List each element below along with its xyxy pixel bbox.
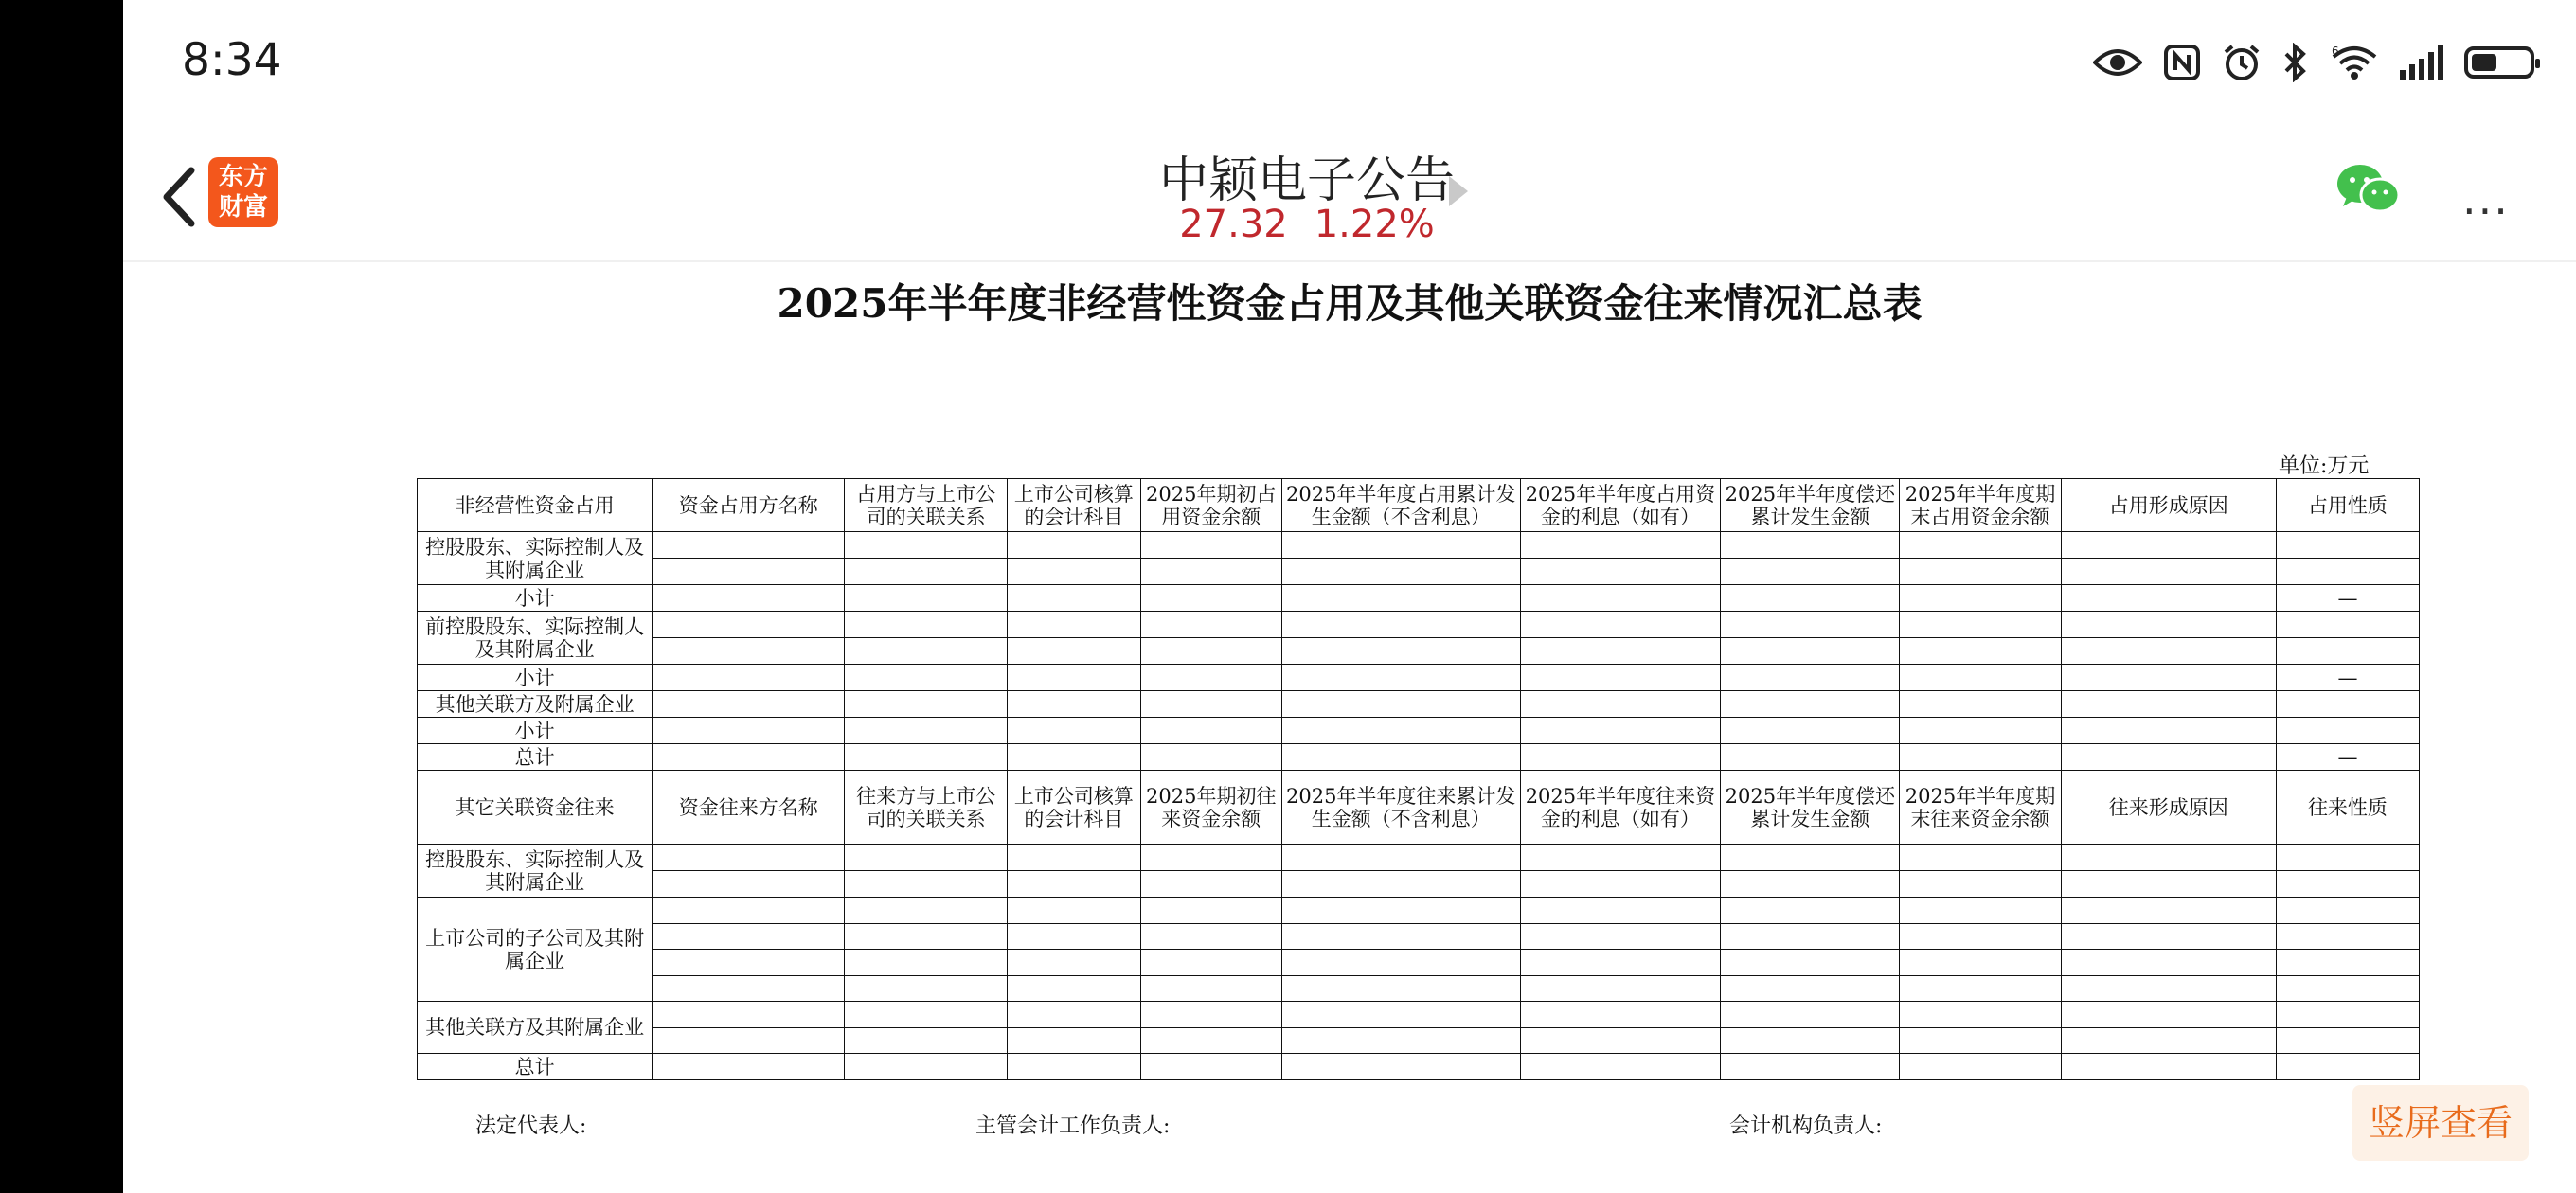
header-cell: 2025年期初往来资金余额 <box>1140 771 1281 845</box>
empty-cell <box>1900 532 2061 559</box>
header-cell: 占用方与上市公司的关联关系 <box>845 479 1008 532</box>
empty-cell <box>1721 691 1900 718</box>
empty-cell <box>2061 845 2276 871</box>
empty-cell <box>2276 898 2419 924</box>
empty-cell <box>1520 691 1721 718</box>
empty-cell <box>1008 718 1141 744</box>
table-row <box>418 950 2420 976</box>
empty-cell <box>1140 1002 1281 1028</box>
empty-cell <box>1520 1054 1721 1080</box>
empty-cell <box>1721 923 1900 950</box>
empty-cell <box>2276 718 2419 744</box>
empty-cell <box>653 950 845 976</box>
header-cell: 上市公司核算的会计科目 <box>1008 771 1141 845</box>
table-row <box>418 1002 2420 1028</box>
back-icon[interactable] <box>150 159 206 235</box>
empty-cell <box>1140 898 1281 924</box>
header-cell: 往来方与上市公司的关联关系 <box>845 771 1008 845</box>
empty-cell <box>653 923 845 950</box>
empty-cell <box>2276 1002 2419 1028</box>
empty-cell <box>2276 845 2419 871</box>
empty-cell <box>1140 559 1281 585</box>
empty-cell <box>1008 923 1141 950</box>
empty-cell <box>845 1054 1008 1080</box>
table-row <box>418 923 2420 950</box>
empty-cell <box>2061 691 2276 718</box>
header-cell: 2025年期初占用资金余额 <box>1140 479 1281 532</box>
empty-cell <box>2061 532 2276 559</box>
document-title: 2025年半年度非经营性资金占用及其他关联资金往来情况汇总表 <box>777 280 1923 327</box>
empty-cell <box>1281 585 1520 612</box>
row-label: 控股股东、实际控制人及其附属企业 <box>418 532 653 585</box>
empty-cell <box>1140 532 1281 559</box>
empty-cell <box>2061 559 2276 585</box>
header-cell: 占用形成原因 <box>2061 479 2276 532</box>
header-cell: 占用性质 <box>2276 479 2419 532</box>
table-row <box>418 871 2420 898</box>
empty-cell <box>2276 1054 2419 1080</box>
bluetooth-icon <box>2282 43 2309 82</box>
empty-cell <box>1008 1027 1141 1054</box>
table-row <box>418 665 2420 691</box>
empty-cell <box>2061 923 2276 950</box>
empty-cell <box>1281 532 1520 559</box>
empty-cell <box>1008 665 1141 691</box>
empty-cell <box>1281 975 1520 1002</box>
empty-cell <box>1008 612 1141 638</box>
empty-cell <box>1281 691 1520 718</box>
empty-cell <box>1008 691 1141 718</box>
table-row <box>418 744 2420 771</box>
empty-cell <box>1008 845 1141 871</box>
empty-cell <box>1520 665 1721 691</box>
dash-cell: — <box>2276 665 2419 691</box>
row-label: 小计 <box>418 665 653 691</box>
empty-cell <box>1281 923 1520 950</box>
empty-cell <box>1900 665 2061 691</box>
stock-price: 27.32 <box>1179 203 1288 246</box>
empty-cell <box>2276 532 2419 559</box>
empty-cell <box>1140 845 1281 871</box>
empty-cell <box>1008 744 1141 771</box>
empty-cell <box>1140 923 1281 950</box>
alarm-icon <box>2222 43 2262 82</box>
table-row <box>418 975 2420 1002</box>
header-cell: 非经营性资金占用 <box>418 479 653 532</box>
unit-label: 单位:万元 <box>2279 454 2370 478</box>
wifi-icon <box>2330 44 2379 81</box>
portrait-view-button[interactable]: 竖屏查看 <box>2352 1085 2529 1161</box>
empty-cell <box>1008 950 1141 976</box>
row-label: 其他关联方及附属企业 <box>418 691 653 718</box>
empty-cell <box>1281 1002 1520 1028</box>
empty-cell <box>2061 1027 2276 1054</box>
empty-cell <box>1281 744 1520 771</box>
empty-cell <box>1721 638 1900 665</box>
empty-cell <box>1721 975 1900 1002</box>
table-row <box>418 718 2420 744</box>
empty-cell <box>1140 665 1281 691</box>
empty-cell <box>2276 1027 2419 1054</box>
empty-cell <box>1520 845 1721 871</box>
empty-cell <box>1900 638 2061 665</box>
table-row <box>418 585 2420 612</box>
empty-cell <box>2276 691 2419 718</box>
app-header <box>123 133 2576 262</box>
table-row <box>418 532 2420 559</box>
logo-line1: 东方 <box>218 163 268 191</box>
empty-cell <box>1140 612 1281 638</box>
empty-cell <box>1900 1054 2061 1080</box>
empty-cell <box>1721 1027 1900 1054</box>
empty-cell <box>2061 612 2276 638</box>
empty-cell <box>1721 950 1900 976</box>
empty-cell <box>845 718 1008 744</box>
empty-cell <box>1008 975 1141 1002</box>
table-row <box>418 612 2420 638</box>
status-icons <box>2093 34 2576 91</box>
empty-cell <box>845 691 1008 718</box>
empty-cell <box>653 691 845 718</box>
empty-cell <box>845 585 1008 612</box>
empty-cell <box>1520 923 1721 950</box>
empty-cell <box>1008 1054 1141 1080</box>
empty-cell <box>1520 532 1721 559</box>
empty-cell <box>1281 950 1520 976</box>
empty-cell <box>1721 559 1900 585</box>
empty-cell <box>2061 744 2276 771</box>
empty-cell <box>2061 950 2276 976</box>
empty-cell <box>2061 1002 2276 1028</box>
empty-cell <box>653 845 845 871</box>
empty-cell <box>1520 871 1721 898</box>
empty-cell <box>1281 638 1520 665</box>
empty-cell <box>845 1002 1008 1028</box>
empty-cell <box>1900 585 2061 612</box>
empty-cell <box>2061 898 2276 924</box>
empty-cell <box>1900 1027 2061 1054</box>
empty-cell <box>1008 1002 1141 1028</box>
empty-cell <box>1520 718 1721 744</box>
empty-cell <box>2061 1054 2276 1080</box>
table-row <box>418 1054 2420 1080</box>
empty-cell <box>1140 691 1281 718</box>
empty-cell <box>1721 718 1900 744</box>
empty-cell <box>653 665 845 691</box>
empty-cell <box>1520 1002 1721 1028</box>
empty-cell <box>1520 898 1721 924</box>
header-cell: 往来性质 <box>2276 771 2419 845</box>
empty-cell <box>1900 950 2061 976</box>
empty-cell <box>653 612 845 638</box>
header-cell: 2025年半年度占用累计发生金额（不含利息） <box>1281 479 1520 532</box>
empty-cell <box>1721 871 1900 898</box>
empty-cell <box>845 923 1008 950</box>
header-cell: 2025年半年度期末占用资金余额 <box>1900 479 2061 532</box>
empty-cell <box>1721 585 1900 612</box>
empty-cell <box>1900 691 2061 718</box>
caret-right-icon[interactable] <box>1449 176 1468 206</box>
header-cell: 上市公司核算的会计科目 <box>1008 479 1141 532</box>
empty-cell <box>1900 1002 2061 1028</box>
empty-cell <box>1721 532 1900 559</box>
empty-cell <box>1281 898 1520 924</box>
empty-cell <box>653 975 845 1002</box>
empty-cell <box>1281 718 1520 744</box>
empty-cell <box>2061 718 2276 744</box>
row-label: 小计 <box>418 585 653 612</box>
table-row <box>418 898 2420 924</box>
report-table <box>417 478 2420 1080</box>
empty-cell <box>2276 559 2419 585</box>
empty-cell <box>1008 532 1141 559</box>
empty-cell <box>1900 718 2061 744</box>
empty-cell <box>1140 744 1281 771</box>
empty-cell <box>1520 585 1721 612</box>
empty-cell <box>1140 638 1281 665</box>
header-cell: 2025年半年度偿还累计发生金额 <box>1721 771 1900 845</box>
empty-cell <box>1520 559 1721 585</box>
row-label: 上市公司的子公司及其附属企业 <box>418 898 653 1002</box>
empty-cell <box>653 559 845 585</box>
empty-cell <box>2276 638 2419 665</box>
empty-cell <box>1721 612 1900 638</box>
header-cell: 其它关联资金往来 <box>418 771 653 845</box>
empty-cell <box>2061 975 2276 1002</box>
empty-cell <box>653 898 845 924</box>
row-label: 总计 <box>418 744 653 771</box>
row-label: 前控股股东、实际控制人及其附属企业 <box>418 612 653 665</box>
stock-quote <box>1070 203 1544 246</box>
empty-cell <box>845 612 1008 638</box>
empty-cell <box>1281 1054 1520 1080</box>
empty-cell <box>1900 559 2061 585</box>
empty-cell <box>2276 923 2419 950</box>
accounting-org-head-label: 会计机构负责人: <box>1729 1114 1883 1138</box>
table-row <box>418 559 2420 585</box>
empty-cell <box>1520 975 1721 1002</box>
signal-icon <box>2400 45 2443 80</box>
empty-cell <box>1721 845 1900 871</box>
empty-cell <box>2061 871 2276 898</box>
status-time: 8:34 <box>182 34 282 86</box>
empty-cell <box>1008 585 1141 612</box>
empty-cell <box>845 559 1008 585</box>
empty-cell <box>1721 665 1900 691</box>
empty-cell <box>1520 1027 1721 1054</box>
empty-cell <box>2061 585 2276 612</box>
empty-cell <box>1281 612 1520 638</box>
empty-cell <box>1140 950 1281 976</box>
empty-cell <box>1140 975 1281 1002</box>
empty-cell <box>845 1027 1008 1054</box>
empty-cell <box>845 898 1008 924</box>
app-logo[interactable] <box>208 157 278 227</box>
empty-cell <box>845 638 1008 665</box>
empty-cell <box>1008 638 1141 665</box>
empty-cell <box>1140 1054 1281 1080</box>
empty-cell <box>845 845 1008 871</box>
empty-cell <box>1520 638 1721 665</box>
table-body <box>418 479 2420 1080</box>
empty-cell <box>1140 1027 1281 1054</box>
empty-cell <box>1281 665 1520 691</box>
row-label: 控股股东、实际控制人及其附属企业 <box>418 845 653 898</box>
empty-cell <box>1520 950 1721 976</box>
battery-icon <box>2464 46 2534 79</box>
empty-cell <box>845 950 1008 976</box>
screen <box>123 0 2576 1193</box>
header-cell: 资金往来方名称 <box>653 771 845 845</box>
empty-cell <box>2061 638 2276 665</box>
empty-cell <box>1008 871 1141 898</box>
wechat-share-icon[interactable] <box>2335 161 2402 218</box>
empty-cell <box>1900 923 2061 950</box>
table-row <box>418 845 2420 871</box>
empty-cell <box>2061 665 2276 691</box>
table-row <box>418 1027 2420 1054</box>
empty-cell <box>1281 1027 1520 1054</box>
empty-cell <box>845 665 1008 691</box>
header-cell: 2025年半年度占用资金的利息（如有） <box>1520 479 1721 532</box>
dash-cell: — <box>2276 744 2419 771</box>
empty-cell <box>2276 612 2419 638</box>
header-cell: 2025年半年度偿还累计发生金额 <box>1721 479 1900 532</box>
empty-cell <box>1140 585 1281 612</box>
table-row <box>418 771 2420 845</box>
empty-cell <box>1721 1002 1900 1028</box>
row-label: 小计 <box>418 718 653 744</box>
empty-cell <box>653 585 845 612</box>
empty-cell <box>653 744 845 771</box>
empty-cell <box>653 1002 845 1028</box>
eye-icon <box>2093 44 2142 81</box>
legal-rep-label: 法定代表人: <box>475 1114 587 1138</box>
header-cell: 2025年半年度往来资金的利息（如有） <box>1520 771 1721 845</box>
empty-cell <box>1900 612 2061 638</box>
empty-cell <box>1008 898 1141 924</box>
empty-cell <box>1900 898 2061 924</box>
empty-cell <box>845 532 1008 559</box>
empty-cell <box>1140 871 1281 898</box>
empty-cell <box>1520 744 1721 771</box>
table-row <box>418 638 2420 665</box>
stock-change: 1.22% <box>1314 203 1435 246</box>
header-cell: 2025年半年度期末往来资金余额 <box>1900 771 2061 845</box>
empty-cell <box>845 871 1008 898</box>
empty-cell <box>1140 718 1281 744</box>
header-cell: 资金占用方名称 <box>653 479 845 532</box>
logo-line2: 财富 <box>218 193 268 222</box>
empty-cell <box>1281 871 1520 898</box>
empty-cell <box>653 638 845 665</box>
dash-cell: — <box>2276 585 2419 612</box>
empty-cell <box>845 744 1008 771</box>
empty-cell <box>653 532 845 559</box>
empty-cell <box>2276 975 2419 1002</box>
empty-cell <box>2276 871 2419 898</box>
table-row <box>418 691 2420 718</box>
empty-cell <box>2276 950 2419 976</box>
empty-cell <box>1900 871 2061 898</box>
row-label: 其他关联方及其附属企业 <box>418 1002 653 1054</box>
empty-cell <box>653 871 845 898</box>
empty-cell <box>653 1027 845 1054</box>
empty-cell <box>1900 744 2061 771</box>
empty-cell <box>653 1054 845 1080</box>
table-row <box>418 479 2420 532</box>
empty-cell <box>1008 559 1141 585</box>
empty-cell <box>1281 845 1520 871</box>
wifi-label: 6 <box>2332 45 2339 58</box>
empty-cell <box>1721 744 1900 771</box>
empty-cell <box>1721 898 1900 924</box>
accounting-head-label: 主管会计工作负责人: <box>975 1114 1171 1138</box>
empty-cell <box>1721 1054 1900 1080</box>
header-cell: 往来形成原因 <box>2061 771 2276 845</box>
empty-cell <box>1281 559 1520 585</box>
empty-cell <box>1900 845 2061 871</box>
empty-cell <box>653 718 845 744</box>
empty-cell <box>845 975 1008 1002</box>
row-label: 总计 <box>418 1054 653 1080</box>
nfc-icon <box>2163 44 2201 81</box>
stock-title[interactable]: 中颖电子公告 <box>1158 152 1455 209</box>
header-cell: 2025年半年度往来累计发生金额（不含利息） <box>1281 771 1520 845</box>
empty-cell <box>1520 612 1721 638</box>
empty-cell <box>1900 975 2061 1002</box>
more-icon[interactable]: ··· <box>2462 186 2510 237</box>
